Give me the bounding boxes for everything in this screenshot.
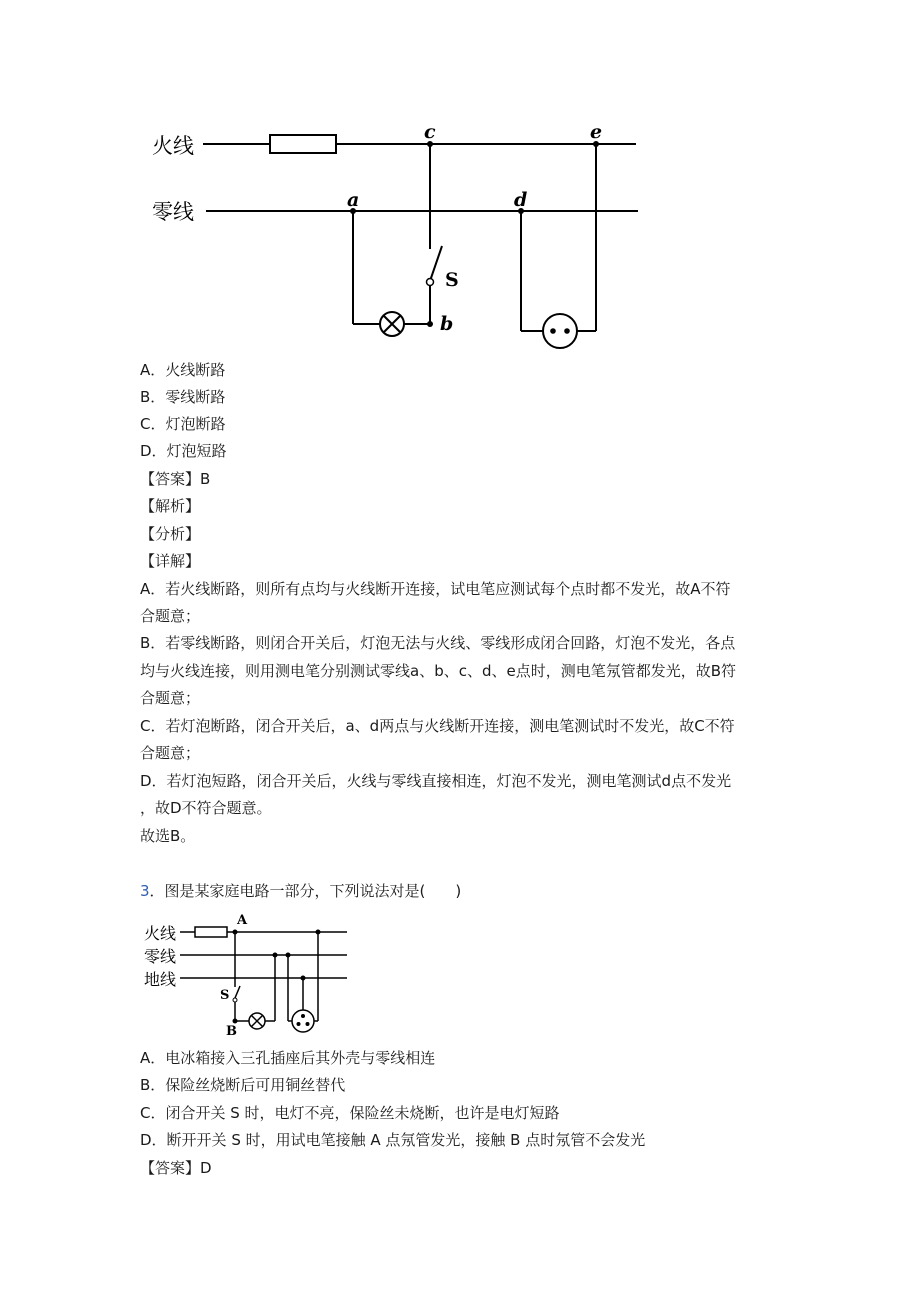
label-e: e — [590, 121, 603, 143]
switch-contact — [233, 998, 237, 1002]
fuse — [195, 927, 227, 937]
label-a: A — [237, 913, 248, 928]
label-a: a — [347, 189, 360, 211]
label-s: S — [220, 988, 230, 1003]
q2-detail-line: C．若灯泡断路，闭合开关后，a、d两点与火线断开连接，测电笔测试时不发光，故C不符 — [140, 717, 735, 735]
q2-detail-line: ，故D不符合题意。 — [140, 799, 272, 817]
ground-label: 地线 — [144, 970, 177, 989]
fuse — [270, 135, 336, 153]
q2-analysis-heading: 【解析】 — [140, 497, 201, 515]
q3-option-d: D．断开开关 S 时，用试电笔接触 A 点氖管发光，接触 B 点时氖管不会发光 — [140, 1131, 646, 1149]
q3-option-b: B．保险丝烧断后可用铜丝替代 — [140, 1076, 346, 1094]
q2-fenxi-heading: 【分析】 — [140, 525, 201, 543]
q2-option-c: C．灯泡断路 — [140, 415, 226, 433]
q2-detail-heading: 【详解】 — [140, 552, 201, 570]
q2-detail-line: 合题意； — [140, 744, 201, 762]
q2-option-d: D．灯泡短路 — [140, 442, 227, 460]
q3-option-c: C．闭合开关 S 时，电灯不亮，保险丝未烧断，也许是电灯短路 — [140, 1104, 560, 1122]
q3-answer: 【答案】D — [140, 1159, 212, 1177]
q2-option-b: B．零线断路 — [140, 388, 226, 406]
switch-blade — [235, 986, 240, 998]
live-wire-label: 火线 — [152, 134, 194, 158]
q2-detail-line: 合题意； — [140, 607, 201, 625]
socket-icon — [543, 314, 577, 348]
circuit-diagram-1 — [140, 118, 660, 358]
live-label: 火线 — [144, 924, 177, 943]
label-d: d — [514, 189, 528, 211]
q3-stem — [140, 881, 461, 901]
q2-detail-line: 均与火线连接，则用测电笔分别测试零线a、b、c、d、e点时，测电笔氖管都发光，故B符 — [140, 662, 737, 680]
lamp-icon — [249, 1013, 265, 1029]
switch-blade — [430, 246, 442, 281]
q3-number: 3 — [140, 882, 150, 900]
q3-option-a: A．电冰箱接入三孔插座后其外壳与零线相连 — [140, 1049, 436, 1067]
label-b: b — [440, 313, 454, 335]
neutral-wire-label: 零线 — [152, 200, 194, 224]
neutral-label: 零线 — [144, 947, 177, 966]
three-hole-socket-icon — [292, 1010, 314, 1032]
label-c: c — [424, 121, 436, 143]
q2-option-a: A．火线断路 — [140, 361, 226, 379]
q2-conclusion: 故选B。 — [140, 827, 196, 845]
label-s: S — [445, 269, 459, 291]
q2-detail-line: A．若火线断路，则所有点均与火线断开连接，试电笔应测试每个点时都不发光，故A不符 — [140, 580, 731, 598]
q2-detail-line: D．若灯泡短路，闭合开关后，火线与零线直接相连，灯泡不发光，测电笔测试d点不发光 — [140, 772, 732, 790]
q2-detail-line: B．若零线断路，则闭合开关后，灯泡无法与火线、零线形成闭合回路，灯泡不发光，各点 — [140, 634, 736, 652]
lamp-icon — [380, 312, 404, 336]
q2-detail-line: 合题意； — [140, 689, 201, 707]
q3-stem-text: ．图是某家庭电路一部分，下列说法对是( ) — [149, 882, 462, 900]
label-b: B — [226, 1024, 237, 1038]
switch-contact — [427, 279, 434, 286]
circuit-diagram-2 — [140, 910, 355, 1038]
q2-answer: 【答案】B — [140, 470, 211, 488]
